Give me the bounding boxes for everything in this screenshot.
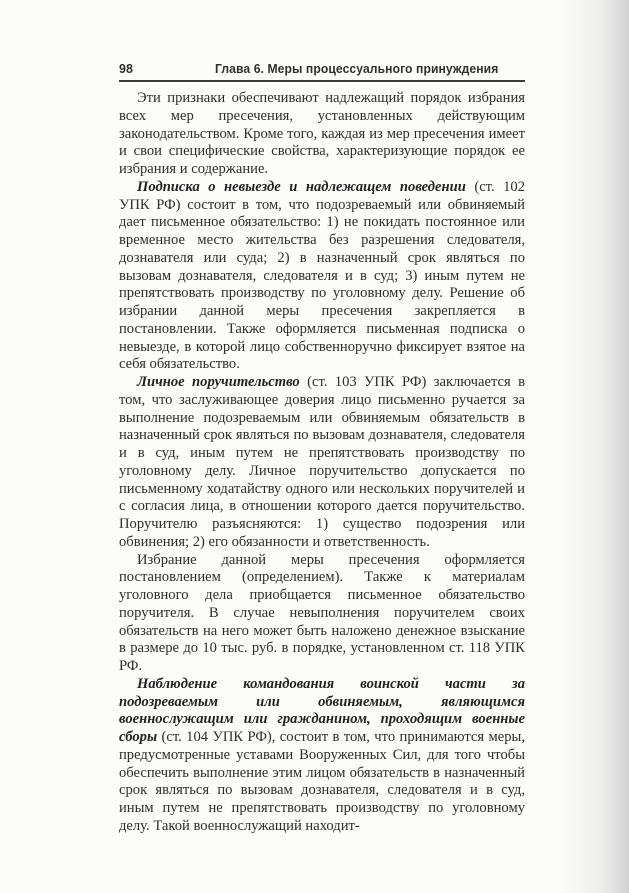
paragraph-text: (ст. 102 УПК РФ) состоит в том, что подозреваемый или обвиняемый дает письменное обязательство: 1) не покидать постоянное или временное место жительства без разрешения следователя, дознавателя или суда; 2) в назначенный срок являться по вызовам дознавателя, следователя и в суд; 3) иным путем не препятствовать производству по уголовному делу. Решение об избрании данной меры пресечения закрепляется в постановлении. Также оформляется письменная подписка о невыезде, в которой лицо собственноручно фиксирует взятое на себя обязательство. [119, 178, 525, 373]
term-military-supervision: Наблюдение командования воинской части за подозреваемым или обвиняемым, являющимся военнослужащим или гражданином, проходящим военные сборы [119, 675, 525, 745]
paragraph-recognizance [119, 179, 525, 374]
page-edge-shadow [559, 0, 629, 893]
paragraph-surety-procedure [119, 552, 525, 676]
paragraph-text: (ст. 104 УПК РФ), состоит в том, что принимаются меры, предусмотренные уставами Вооруженных Сил, для того чтобы обеспечить выполнение этим лицом обязательств в назначенный срок являться по вызовам дознавателя, следователя и в суд, иным путем не препятствовать производству по уголовному делу. Такой военнослужащий находит- [119, 729, 525, 834]
running-header [119, 62, 525, 82]
term-recognizance: Подписка о невыезде и надлежащем поведении [137, 178, 466, 195]
paragraph-text: Избрание данной меры пресечения оформляется постановлением (определением). Также к материалам уголовного дела приобщается письменное обязательство поручителя. В случае невыполнения поручителем своих обязательств на него может быть наложено денежное взыскание в размере до 10 тыс. руб. в порядке, установленном ст. 118 УПК РФ. [119, 551, 525, 674]
paragraph-personal-surety [119, 374, 525, 552]
paragraph-text: Эти признаки обеспечивают надлежащий порядок избрания всех мер пресечения, установленных действующим законодательством. Кроме того, каждая из мер пресечения имеет и свои специфические свойства, характеризующие порядок ее избрания и содержание. [119, 90, 525, 177]
term-personal-surety: Личное поручительство [137, 374, 300, 390]
paragraph-intro [119, 90, 525, 179]
paragraph-military-supervision [119, 676, 525, 836]
chapter-title: Глава 6. Меры процессуального принуждения [215, 62, 499, 76]
page-number: 98 [119, 62, 133, 76]
body-text [119, 90, 525, 836]
paragraph-text: (ст. 103 УПК РФ) заключается в том, что заслуживающее доверия лицо письменно ручается за выполнение подозреваемым или обвиняемым обязательств в назначенный срок являться по вызовам дознавателя, следователя и в суд, иным путем не препятствовать производству по уголовному делу. Личное поручительство допускается по письменному ходатайству одного или нескольких поручителей и с согласия лица, в отношении которого дается поручительство. Поручителю разъясняются: 1) существо подозрения или обвинения; 2) его обязанности и ответственность. [119, 374, 525, 550]
